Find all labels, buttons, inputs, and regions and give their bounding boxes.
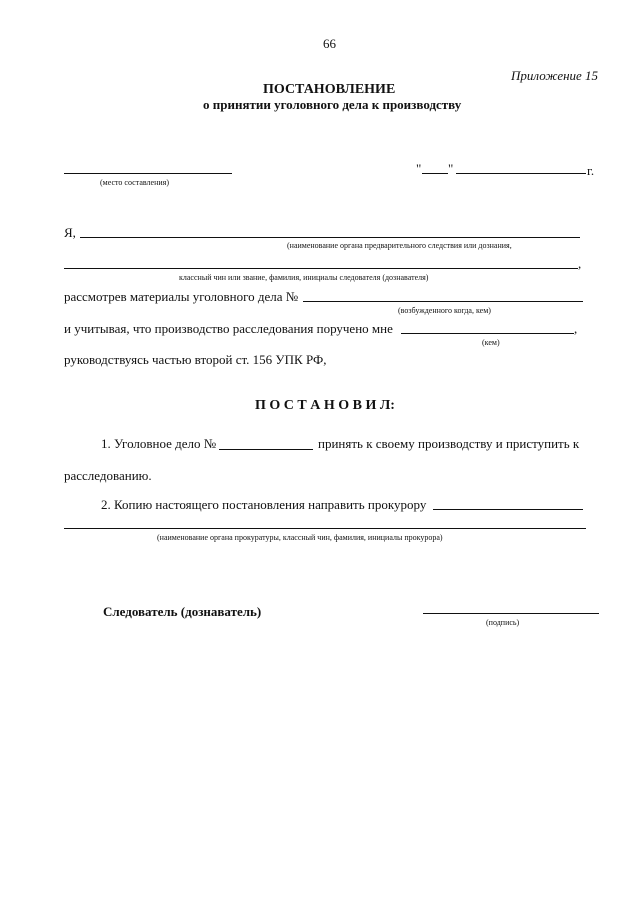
place-line [64,173,232,174]
document-subtitle: о принятии уголовного дела к производству [203,97,462,112]
date-month-line [456,173,586,174]
assigned-comma: , [574,321,578,336]
item1-case-line [219,449,313,450]
item1-start: 1. Уголовное дело № [101,436,217,451]
initiated-caption: (возбужденного когда, кем) [398,306,491,315]
item2-prosecutor-line [433,509,583,510]
signature-caption: (подпись) [486,618,520,627]
appendix-label: Приложение 15 [511,68,599,83]
investigator-comma: , [578,256,582,271]
prosecutor-caption: (наименование органа прокуратуры, классный чин, фамилия, инициалы прокурора) [157,533,443,542]
date-quote-close: " [448,161,454,176]
assigned-text: и учитывая, что производство расследования поручено мне [64,321,393,336]
item1-continuation: расследованию. [64,468,152,483]
case-number-line [303,301,583,302]
date-quote-open: " [416,161,422,176]
item1-end: принять к своему производству и приступить к [318,436,580,451]
item2-text: 2. Копию настоящего постановления направить прокурору [101,497,427,512]
page-number: 66 [323,36,336,51]
place-caption: (место составления) [100,178,169,187]
signature-line [423,613,599,614]
guided-by-text: руководствуясь частью второй ст. 156 УПК РФ, [64,352,327,367]
organ-line [80,237,580,238]
investigator-line [64,268,578,269]
by-whom-caption: (кем) [482,338,500,347]
prosecutor-line [64,528,586,529]
ya-label: Я, [64,225,76,240]
assigned-by-line [401,333,574,334]
document-title: ПОСТАНОВЛЕНИЕ [263,82,396,97]
organ-caption: (наименование органа предварительного следствия или дознания, [287,241,512,250]
investigator-caption: классный чин или звание, фамилия, инициалы следователя (дознавателя) [179,273,429,282]
date-year-suffix: г. [587,163,595,178]
date-day-line [422,173,448,174]
signer-label: Следователь (дознаватель) [103,604,262,619]
considered-text: рассмотрев материалы уголовного дела № [64,289,299,304]
resolved-heading: П О С Т А Н О В И Л: [255,398,395,413]
